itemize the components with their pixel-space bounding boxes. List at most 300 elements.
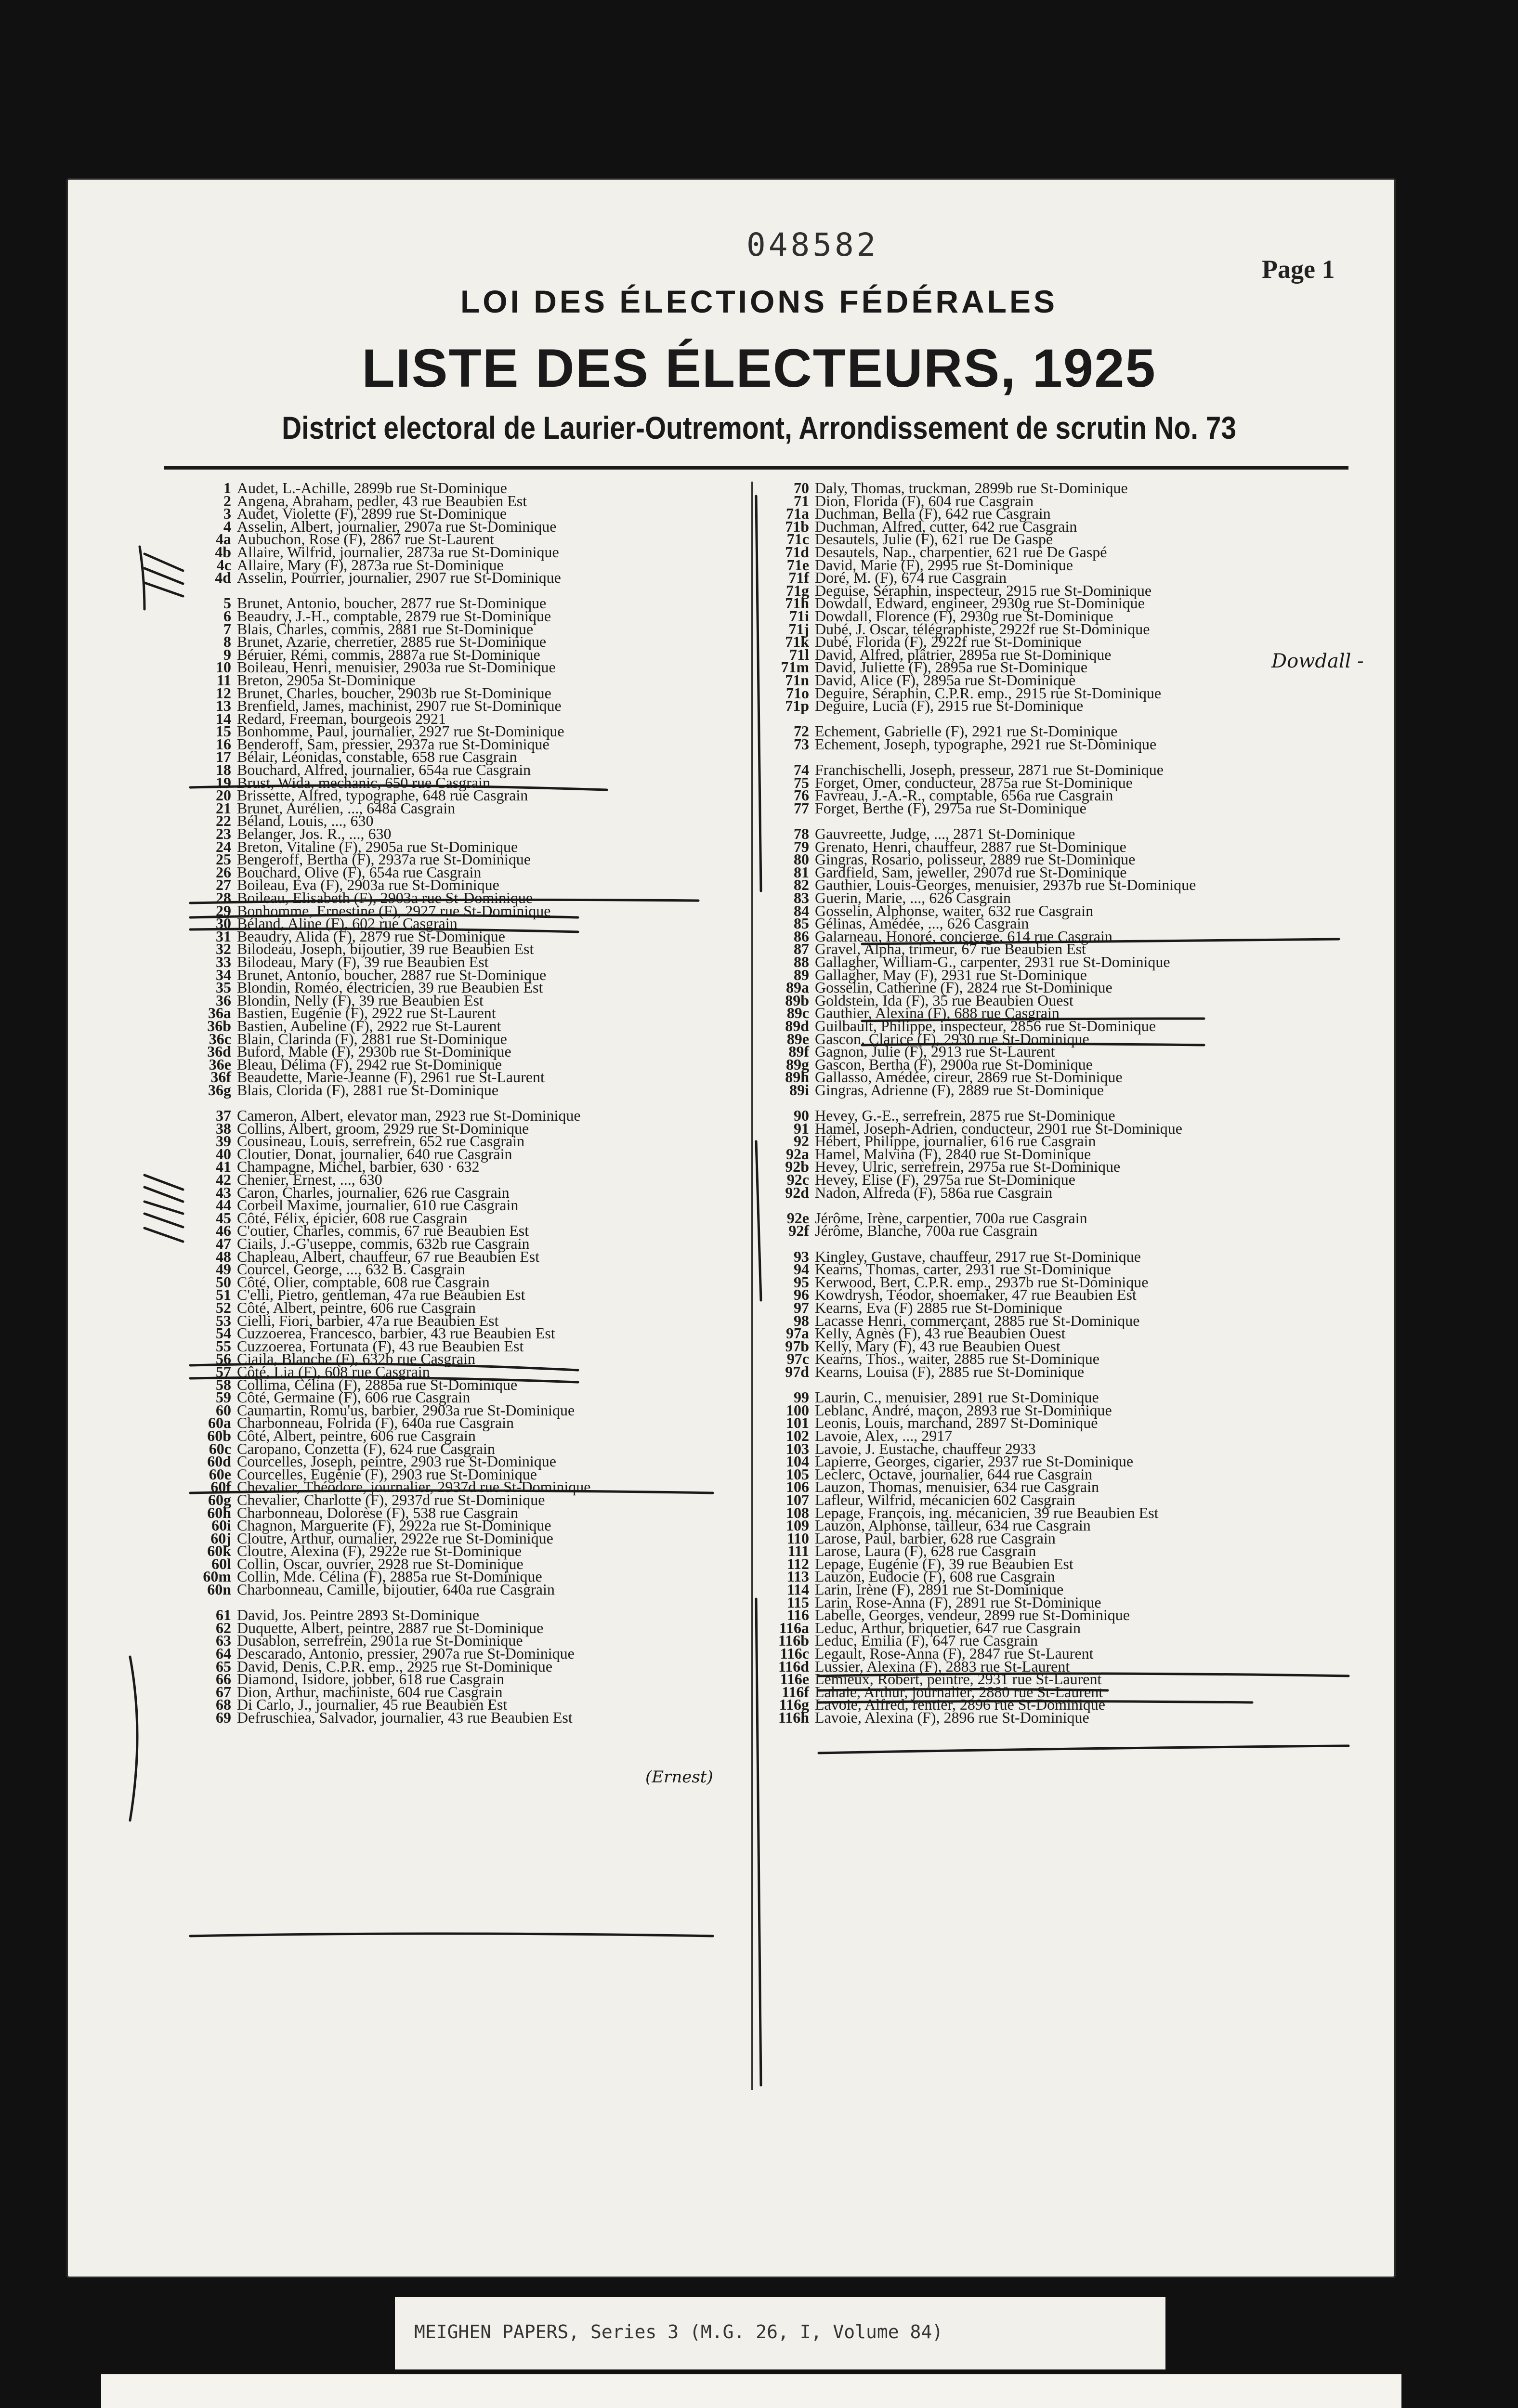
handwriting-line bbox=[190, 929, 578, 932]
elector-number: 67 bbox=[216, 1683, 231, 1701]
tick-mark bbox=[144, 1202, 183, 1214]
elector-details: Lapierre, Georges, cigarier, 2937 rue St-Dominique bbox=[815, 1453, 1134, 1470]
elector-details: Breton, Vitaline (F), 2905a rue St-Dominique bbox=[237, 838, 518, 855]
elector-details: Angena, Abraham, pedler, 43 rue Beaubien Est bbox=[237, 492, 527, 510]
elector-number: 15 bbox=[216, 722, 231, 740]
elector-number: 1 bbox=[223, 479, 231, 497]
elector-details: Brunet, Antonio, boucher, 2877 rue St-Dominique bbox=[237, 594, 547, 612]
elector-number: 92e bbox=[786, 1209, 809, 1227]
elector-details: Duchman, Alfred, cutter, 642 rue Casgrain bbox=[815, 517, 1077, 535]
elector-details: Di Carlo, J., journalier, 45 rue Beaubien Est bbox=[237, 1696, 508, 1714]
elector-details: Chenier, Ernest, ..., 630 bbox=[237, 1171, 382, 1189]
elector-number: 70 bbox=[794, 479, 809, 497]
elector-details: Béland, Aline (F), 602 rue Casgrain bbox=[237, 915, 458, 932]
elector-number: 62 bbox=[216, 1619, 231, 1636]
elector-details: Hevey, Ulric, serrefrein, 2975a rue St-Dominique bbox=[815, 1158, 1121, 1176]
elector-number: 71f bbox=[788, 569, 809, 587]
margin-line bbox=[756, 496, 761, 891]
elector-number: 97 bbox=[794, 1299, 809, 1316]
elector-number: 116c bbox=[780, 1645, 809, 1662]
elector-number: 84 bbox=[794, 902, 809, 919]
elector-number: 92a bbox=[786, 1145, 809, 1163]
elector-details: Côté, Félix, épicier, 608 rue Casgrain bbox=[237, 1209, 468, 1227]
page-number: Page 1 bbox=[1262, 255, 1335, 284]
elector-number: 56 bbox=[216, 1350, 231, 1368]
elector-details: David, Marie (F), 2995 rue St-Dominique bbox=[815, 556, 1073, 574]
elector-details: Blais, Charles, commis, 2881 rue St-Dominique bbox=[237, 620, 534, 638]
elector-number: 39 bbox=[216, 1132, 231, 1150]
elector-number: 33 bbox=[216, 953, 231, 970]
margin-line bbox=[756, 1599, 761, 2085]
margin-note-dowdall: Dowdall - bbox=[1271, 650, 1364, 672]
elector-number: 55 bbox=[216, 1337, 231, 1355]
elector-number: 92f bbox=[788, 1222, 809, 1240]
elector-number: 31 bbox=[216, 927, 231, 945]
elector-number: 45 bbox=[216, 1209, 231, 1227]
margin-line bbox=[756, 1141, 761, 1300]
elector-details: Béland, Louis, ..., 630 bbox=[237, 812, 374, 830]
elector-details: Bastien, Aubeline (F), 2922 rue St-Laurent bbox=[237, 1017, 501, 1034]
document-title-list: LISTE DES ÉLECTEURS, 1925 bbox=[362, 338, 1156, 398]
elector-number: 60g bbox=[208, 1491, 231, 1508]
elector-details: Hébert, Philippe, journalier, 616 rue Casgrain bbox=[815, 1132, 1096, 1150]
elector-details: Cuzzoerea, Fortunata (F), 43 rue Beaubien Est bbox=[237, 1337, 524, 1355]
elector-number: 60a bbox=[208, 1414, 231, 1432]
elector-details: Hamel, Malvina (F), 2840 rue St-Dominique bbox=[815, 1145, 1091, 1163]
elector-details: Blain, Clarinda (F), 2881 rue St-Dominique bbox=[237, 1030, 507, 1047]
elector-number: 58 bbox=[216, 1375, 231, 1393]
handwriting-line bbox=[190, 1491, 713, 1493]
elector-details: Gagnon, Julie (F), 2913 rue St-Laurent bbox=[815, 1043, 1055, 1060]
elector-details: Cloutre, Alexina (F), 2922e rue St-Dominique bbox=[237, 1542, 522, 1560]
elector-details: Lepage, Eugénie (F), 39 rue Beaubien Est bbox=[815, 1555, 1073, 1572]
elector-details: Diamond, Isidore, jobber, 618 rue Casgrain bbox=[237, 1670, 505, 1688]
elector-details: Galarneau, Honoré, concierge, 614 rue Casgrain bbox=[815, 927, 1112, 945]
elector-details: Chagnon, Marguerite (F), 2922a rue St-Dominique bbox=[237, 1517, 551, 1534]
elector-details: Bélair, Léonidas, constable, 658 rue Casgrain bbox=[237, 748, 517, 766]
elector-number: 66 bbox=[216, 1670, 231, 1688]
elector-details: Cloutier, Donat, journalier, 640 rue Casgrain bbox=[237, 1145, 512, 1163]
elector-number: 60h bbox=[207, 1504, 231, 1521]
elector-number: 36f bbox=[210, 1068, 231, 1086]
elector-details: Lavoie, Alexina (F), 2896 rue St-Dominique bbox=[815, 1709, 1089, 1726]
elector-number: 71h bbox=[785, 594, 809, 612]
elector-details: Deguire, Séraphin, C.P.R. emp., 2915 rue St-Dominique bbox=[815, 684, 1162, 702]
elector-details: Lafleur, Wilfrid, mécanicien 602 Casgrain bbox=[815, 1491, 1075, 1508]
elector-number: 92c bbox=[786, 1171, 809, 1189]
elector-details: Aubuchon, Rose (F), 2867 rue St-Laurent bbox=[237, 530, 495, 548]
tick-mark bbox=[144, 583, 183, 596]
elector-number: 103 bbox=[786, 1440, 809, 1457]
elector-details: Larin, Irène (F), 2891 rue St-Dominique bbox=[815, 1581, 1064, 1598]
elector-number: 30 bbox=[216, 915, 231, 932]
elector-details: Caropano, Conzetta (F), 624 rue Casgrain bbox=[237, 1440, 495, 1457]
elector-details: Kingley, Gustave, chauffeur, 2917 rue St-Dominique bbox=[815, 1247, 1141, 1265]
elector-number: 36b bbox=[207, 1017, 231, 1034]
elector-details: Collins, Albert, groom, 2929 rue St-Dominique bbox=[237, 1119, 529, 1137]
elector-details: Bouchard, Olive (F), 654a rue Casgrain bbox=[237, 863, 482, 881]
elector-details: Cloutre, Arthur, ournalier, 2922e rue St-Dominique bbox=[237, 1529, 553, 1547]
elector-details: Gauthier, Alexina (F), 688 rue Casgrain bbox=[815, 1004, 1060, 1022]
elector-number: 86 bbox=[794, 927, 809, 945]
elector-number: 60b bbox=[207, 1426, 231, 1444]
elector-number: 116d bbox=[778, 1657, 809, 1675]
elector-number: 82 bbox=[794, 876, 809, 894]
elector-number: 116e bbox=[780, 1670, 809, 1688]
elector-details: Gallagher, May (F), 2931 rue St-Dominique bbox=[815, 966, 1087, 983]
elector-number: 60j bbox=[210, 1529, 231, 1547]
elector-details: Lauzon, Alphonse, tailleur, 634 rue Casgrain bbox=[815, 1517, 1091, 1534]
elector-details: David, Alice (F), 2895a rue St-Dominique bbox=[815, 671, 1076, 689]
elector-details: Beaudry, Alida (F), 2879 rue St-Dominique bbox=[237, 927, 505, 945]
elector-number: 116g bbox=[779, 1696, 809, 1714]
elector-details: Kearns, Louisa (F), 2885 rue St-Dominique bbox=[815, 1362, 1085, 1380]
elector-details: Cameron, Albert, elevator man, 2923 rue St-Dominique bbox=[237, 1107, 581, 1125]
elector-number: 19 bbox=[216, 773, 231, 791]
elector-details: Leonis, Louis, marchand, 2897 St-Dominique bbox=[815, 1414, 1098, 1432]
elector-number: 78 bbox=[794, 825, 809, 843]
elector-details: Gallasso, Amédée, cireur, 2869 rue St-Dominique bbox=[815, 1068, 1123, 1086]
elector-details: Deguise, Séraphin, inspecteur, 2915 rue St-Dominique bbox=[815, 581, 1152, 599]
elector-number: 64 bbox=[216, 1645, 231, 1662]
elector-number: 89b bbox=[785, 991, 809, 1009]
elector-details: Ciails, J.-G'useppe, commis, 632b rue Casgrain bbox=[237, 1235, 530, 1253]
elector-details: Brunet, Antonio, boucher, 2887 rue St-Dominique bbox=[237, 966, 547, 983]
elector-details: Jérôme, Irène, carpentier, 700a rue Casgrain bbox=[815, 1209, 1087, 1227]
elector-number: 60e bbox=[209, 1465, 231, 1483]
tick-mark bbox=[144, 1175, 183, 1190]
elector-details: Gallagher, William-G., carpenter, 2931 rue St-Dominique bbox=[815, 953, 1170, 970]
handwriting-line bbox=[819, 1689, 1108, 1691]
elector-details: Redard, Freeman, bourgeois 2921 bbox=[237, 709, 446, 727]
elector-details: Audet, L.-Achille, 2899b rue St-Dominique bbox=[237, 479, 507, 497]
elector-number: 112 bbox=[786, 1555, 809, 1572]
elector-number: 97a bbox=[786, 1324, 809, 1342]
elector-details: Labelle, Georges, vendeur, 2899 rue St-Dominique bbox=[815, 1606, 1130, 1624]
elector-details: Kerwood, Bert, C.P.R. emp., 2937b rue St-Dominique bbox=[815, 1273, 1149, 1291]
elector-number: 48 bbox=[216, 1247, 231, 1265]
elector-number: 116 bbox=[786, 1606, 809, 1624]
elector-details: Defruschiea, Salvador, journalier, 43 rue Beaubien Est bbox=[237, 1709, 573, 1726]
elector-details: Buford, Mable (F), 2930b rue St-Dominique bbox=[237, 1043, 511, 1060]
elector-number: 41 bbox=[216, 1158, 231, 1176]
elector-number: 10 bbox=[216, 658, 231, 676]
elector-details: Kearns, Eva (F) 2885 rue St-Dominique bbox=[815, 1299, 1062, 1316]
elector-details: Asselin, Albert, journalier, 2907a rue St-Dominique bbox=[237, 517, 557, 535]
elector-details: Asselin, Pourrier, journalier, 2907 rue St-Dominique bbox=[237, 569, 561, 587]
elector-details: Kowdrysh, Téodor, shoemaker, 47 rue Beaubien Est bbox=[815, 1286, 1137, 1304]
elector-number: 21 bbox=[216, 799, 231, 817]
elector-details: Nadon, Alfreda (F), 586a rue Casgrain bbox=[815, 1183, 1053, 1201]
elector-number: 104 bbox=[786, 1453, 809, 1470]
elector-number: 42 bbox=[216, 1171, 231, 1189]
elector-number: 60d bbox=[207, 1453, 231, 1470]
elector-number: 60i bbox=[211, 1517, 231, 1534]
elector-number: 13 bbox=[216, 697, 231, 715]
elector-details: Côté, Lia (F), 608 rue Casgrain bbox=[237, 1362, 430, 1380]
elector-details: Hevey, G.-E., serrefrein, 2875 rue St-Dominique bbox=[815, 1107, 1115, 1125]
elector-number: 20 bbox=[216, 786, 231, 804]
elector-number: 60 bbox=[216, 1401, 231, 1419]
elector-details: Descarado, Antonio, pressier, 2907a rue St-Dominique bbox=[237, 1645, 575, 1662]
elector-details: Daly, Thomas, truckman, 2899b rue St-Dominique bbox=[815, 479, 1128, 497]
elector-number: 34 bbox=[216, 966, 231, 983]
elector-details: Bastien, Eugénie (F), 2922 rue St-Laurent bbox=[237, 1004, 496, 1022]
elector-details: Lauzon, Thomas, menuisier, 634 rue Casgrain bbox=[815, 1478, 1099, 1496]
elector-number: 106 bbox=[786, 1478, 809, 1496]
elector-details: Hamel, Joseph-Adrien, conducteur, 2901 rue St-Dominique bbox=[815, 1119, 1182, 1137]
elector-number: 98 bbox=[794, 1311, 809, 1329]
elector-details: Gingras, Adrienne (F), 2889 rue St-Dominique bbox=[815, 1081, 1104, 1099]
elector-number: 89 bbox=[794, 966, 809, 983]
elector-details: Blais, Clorida (F), 2881 rue St-Dominique bbox=[237, 1081, 499, 1099]
elector-details: Lavoie, Alfred, rentier, 2896 rue St-Dominique bbox=[815, 1696, 1105, 1714]
elector-number: 71c bbox=[786, 530, 809, 548]
elector-number: 60c bbox=[209, 1440, 231, 1457]
elector-details: Deguire, Lucia (F), 2915 rue St-Dominique bbox=[815, 697, 1084, 715]
elector-details: Favreau, J.-A.-R., comptable, 656a rue Casgrain bbox=[815, 786, 1113, 804]
elector-details: Franchischelli, Joseph, presseur, 2871 rue St-Dominique bbox=[815, 761, 1164, 779]
elector-details: Kelly, Agnès (F), 43 rue Beaubien Ouest bbox=[815, 1324, 1066, 1342]
elector-details: Lacasse Henri, commerçant, 2885 rue St-Dominique bbox=[815, 1311, 1140, 1329]
elector-number: 71a bbox=[786, 505, 809, 523]
elector-number: 4c bbox=[216, 556, 231, 574]
elector-details: Gauthier, Louis-Georges, menuisier, 2937b rue St-Dominique bbox=[815, 876, 1196, 894]
elector-number: 111 bbox=[787, 1542, 809, 1560]
handwriting-line bbox=[862, 1044, 1204, 1046]
elector-number: 32 bbox=[216, 940, 231, 958]
elector-number: 43 bbox=[216, 1183, 231, 1201]
elector-details: Gosselin, Alphonse, waiter, 632 rue Casgrain bbox=[815, 902, 1094, 919]
elector-number: 89g bbox=[786, 1055, 809, 1073]
elector-details: Dubé, J. Oscar, télégraphiste, 2922f rue St-Dominique bbox=[815, 620, 1150, 638]
handwriting-line bbox=[862, 939, 1339, 944]
tick-mark bbox=[144, 1228, 183, 1242]
elector-number: 90 bbox=[794, 1107, 809, 1125]
elector-number: 60m bbox=[203, 1568, 231, 1585]
elector-number: 101 bbox=[786, 1414, 809, 1432]
elector-details: Laurin, C., menuisier, 2891 rue St-Dominique bbox=[815, 1388, 1099, 1406]
handwriting-line bbox=[190, 900, 698, 903]
elector-details: Dowdall, Florence (F), 2930g rue St-Dominique bbox=[815, 607, 1113, 625]
elector-number: 71g bbox=[786, 581, 809, 599]
elector-number: 94 bbox=[794, 1260, 809, 1278]
elector-details: C'elli, Pietro, gentleman, 47a rue Beaubien Est bbox=[237, 1286, 525, 1304]
elector-number: 95 bbox=[794, 1273, 809, 1291]
elector-details: Brunet, Charles, boucher, 2903b rue St-Dominique bbox=[237, 684, 551, 702]
elector-details: Audet, Violette (F), 2899 rue St-Dominique bbox=[237, 505, 507, 523]
elector-number: 89d bbox=[785, 1017, 809, 1034]
elector-number: 92 bbox=[794, 1132, 809, 1150]
elector-number: 8 bbox=[223, 633, 231, 651]
elector-details: Boileau, Henri, menuisier, 2903a rue St-Dominique bbox=[237, 658, 556, 676]
elector-number: 75 bbox=[794, 773, 809, 791]
archive-label-strip bbox=[395, 2297, 1165, 2369]
elector-number: 59 bbox=[216, 1388, 231, 1406]
elector-details: Boileau, Eva (F), 2903a rue St-Dominique bbox=[237, 876, 499, 894]
elector-number: 71l bbox=[789, 645, 809, 663]
elector-details: Dowdall, Edward, engineer, 2930g rue St-Dominique bbox=[815, 594, 1145, 612]
elector-details: Guilbault, Philippe, inspecteur, 2856 rue St-Dominique bbox=[815, 1017, 1156, 1034]
series-label: MEIGHEN PAPERS, Series 3 (M.G. 26, I, Volume 84) bbox=[414, 2321, 943, 2343]
elector-number: 80 bbox=[794, 851, 809, 868]
archive-stamp-number: 048582 bbox=[746, 226, 879, 263]
elector-details: Beaudette, Marie-Jeanne (F), 2961 rue St-Laurent bbox=[237, 1068, 545, 1086]
elector-details: Lussier, Alexina (F), 2883 rue St-Laurent bbox=[815, 1657, 1070, 1675]
elector-number: 92b bbox=[785, 1158, 809, 1176]
elector-number: 72 bbox=[794, 722, 809, 740]
elector-number: 52 bbox=[216, 1299, 231, 1316]
elector-number: 102 bbox=[786, 1426, 809, 1444]
elector-number: 69 bbox=[216, 1709, 231, 1726]
elector-number: 60f bbox=[210, 1478, 231, 1496]
elector-details: Caumartin, Romu'us, barbier, 2903a rue St-Dominique bbox=[237, 1401, 575, 1419]
elector-number: 71d bbox=[785, 543, 809, 561]
elector-number: 108 bbox=[786, 1504, 809, 1521]
elector-number: 116f bbox=[782, 1683, 809, 1701]
elector-details: Larose, Paul, barbier, 628 rue Casgrain bbox=[815, 1529, 1056, 1547]
handwriting-line bbox=[819, 1674, 1348, 1676]
elector-details: Boileau, Elisabeth (F), 2903a rue St-Dominique bbox=[237, 889, 533, 906]
elector-details: Legault, Rose-Anna (F), 2847 rue St-Laurent bbox=[815, 1645, 1094, 1662]
elector-number: 114 bbox=[786, 1581, 809, 1598]
elector-details: Desautels, Nap., charpentier, 621 rue De Gaspé bbox=[815, 543, 1107, 561]
elector-details: Doré, M. (F), 674 rue Casgrain bbox=[815, 569, 1007, 587]
elector-number: 97c bbox=[786, 1350, 809, 1368]
elector-details: Côté, Germaine (F), 606 rue Casgrain bbox=[237, 1388, 471, 1406]
elector-number: 40 bbox=[216, 1145, 231, 1163]
elector-details: Dusablon, serrefrein, 2901a rue St-Dominique bbox=[237, 1632, 523, 1649]
handwriting-line bbox=[190, 1377, 578, 1382]
bracket-mark bbox=[140, 547, 144, 609]
elector-details: Gauvreette, Judge, ..., 2871 St-Dominique bbox=[815, 825, 1075, 843]
elector-details: Gardfield, Sam, jeweller, 2907d rue St-Dominique bbox=[815, 863, 1127, 881]
elector-number: 74 bbox=[794, 761, 809, 779]
document-title-law: LOI DES ÉLECTIONS FÉDÉRALES bbox=[460, 284, 1058, 319]
elector-details: Cuzzoerea, Francesco, barbier, 43 rue Beaubien Est bbox=[237, 1324, 555, 1342]
elector-details: Lavoie, J. Eustache, chauffeur 2933 bbox=[815, 1440, 1036, 1457]
elector-details: Collin, Oscar, ouvrier, 2928 rue St-Dominique bbox=[237, 1555, 523, 1572]
elector-number: 46 bbox=[216, 1222, 231, 1240]
elector-number: 93 bbox=[794, 1247, 809, 1265]
elector-details: Dion, Arthur, machiniste, 604 rue Casgrain bbox=[237, 1683, 503, 1701]
elector-number: 6 bbox=[223, 607, 231, 625]
elector-number: 73 bbox=[794, 735, 809, 753]
elector-details: Duquette, Albert, peintre, 2887 rue St-Dominique bbox=[237, 1619, 544, 1636]
elector-number: 23 bbox=[216, 825, 231, 843]
elector-details: Breton, 2905a St-Dominique bbox=[237, 671, 416, 689]
elector-number: 115 bbox=[786, 1593, 809, 1611]
elector-details: Lauzon, Eudocie (F), 608 rue Casgrain bbox=[815, 1568, 1055, 1585]
elector-details: Blondin, Nelly (F), 39 rue Beaubien Est bbox=[237, 991, 484, 1009]
elector-details: David, Alfred, plâtrier, 2895a rue St-Dominique bbox=[815, 645, 1112, 663]
elector-details: Bleau, Délima (F), 2942 rue St-Dominique bbox=[237, 1055, 502, 1073]
elector-details: Guerin, Marie, ..., 626 Casgrain bbox=[815, 889, 1011, 906]
elector-number: 60k bbox=[207, 1542, 231, 1560]
elector-details: Bilodeau, Joseph, bijoutier, 39 rue Beaubien Est bbox=[237, 940, 534, 958]
elector-details: Corbeil Maxime, journalier, 610 rue Casgrain bbox=[237, 1196, 519, 1214]
elector-details: Brissette, Alfred, typographe, 648 rue Casgrain bbox=[237, 786, 528, 804]
elector-details: Kearns, Thomas, carter, 2931 rue St-Dominique bbox=[815, 1260, 1111, 1278]
elector-details: Echement, Joseph, typographe, 2921 rue St-Dominique bbox=[815, 735, 1157, 753]
elector-number: 83 bbox=[794, 889, 809, 906]
elector-details: Dubé, Florida (F), 2922f rue St-Dominique bbox=[815, 633, 1082, 651]
elector-number: 60l bbox=[211, 1555, 231, 1572]
elector-number: 85 bbox=[794, 915, 809, 932]
elector-details: Allaire, Wilfrid, journalier, 2873a rue St-Dominique bbox=[237, 543, 559, 561]
elector-number: 79 bbox=[794, 838, 809, 855]
elector-details: Courcelles, Eugénie (F), 2903 rue St-Dominique bbox=[237, 1465, 537, 1483]
elector-details: Lemieux, Robert, peintre, 2931 rue St-Laurent bbox=[815, 1670, 1102, 1688]
elector-number: 18 bbox=[216, 761, 231, 779]
elector-number: 89c bbox=[786, 1004, 809, 1022]
elector-number: 116h bbox=[778, 1709, 809, 1726]
elector-number: 36 bbox=[216, 991, 231, 1009]
elector-details: Gravel, Alpha, trimeur, 67 rue Beaubien Est bbox=[815, 940, 1086, 958]
elector-details: Kearns, Thos., waiter, 2885 rue St-Dominique bbox=[815, 1350, 1099, 1368]
elector-number: 36a bbox=[208, 1004, 231, 1022]
elector-details: C'outier, Charles, commis, 67 rue Beaubien Est bbox=[237, 1222, 529, 1240]
elector-number: 4b bbox=[215, 543, 231, 561]
elector-number: 113 bbox=[786, 1568, 809, 1585]
elector-details: Charbonneau, Folrida (F), 640a rue Casgrain bbox=[237, 1414, 514, 1432]
elector-number: 2 bbox=[223, 492, 231, 510]
elector-details: Caron, Charles, journalier, 626 rue Casgrain bbox=[237, 1183, 510, 1201]
elector-number: 16 bbox=[216, 735, 231, 753]
elector-details: Côté, Albert, peintre, 606 rue Casgrain bbox=[237, 1426, 476, 1444]
tick-mark bbox=[144, 568, 183, 584]
elector-number: 71p bbox=[785, 697, 809, 715]
elector-number: 29 bbox=[216, 902, 231, 919]
elector-number: 47 bbox=[216, 1235, 231, 1253]
elector-number: 105 bbox=[786, 1465, 809, 1483]
elector-number: 4d bbox=[215, 569, 231, 587]
elector-details: David, Jos. Peintre 2893 St-Dominique bbox=[237, 1606, 480, 1624]
elector-number: 81 bbox=[794, 863, 809, 881]
elector-number: 49 bbox=[216, 1260, 231, 1278]
elector-number: 36d bbox=[207, 1043, 231, 1060]
handwriting-line bbox=[190, 1364, 578, 1370]
elector-details: Bonhomme, Ernestine (F), 2927 rue St-Dominique bbox=[237, 902, 551, 919]
tick-mark bbox=[144, 1187, 183, 1202]
elector-details: Cielli, Fiori, barbier, 47a rue Beaubien Est bbox=[237, 1311, 499, 1329]
elector-details: Belanger, Jos. R., ..., 630 bbox=[237, 825, 392, 843]
elector-number: 5 bbox=[223, 594, 231, 612]
elector-number: 109 bbox=[786, 1517, 809, 1534]
elector-details: Hevey, Elise (F), 2975a rue St-Dominique bbox=[815, 1171, 1075, 1189]
elector-number: 107 bbox=[786, 1491, 809, 1508]
handwriting-line bbox=[190, 1934, 713, 1936]
elector-number: 89i bbox=[789, 1081, 809, 1099]
elector-number: 25 bbox=[216, 851, 231, 868]
elector-details: Blondin, Roméo, électricien, 39 rue Beaubien Est bbox=[237, 979, 543, 996]
elector-details: Leduc, Emilia (F), 647 rue Casgrain bbox=[815, 1632, 1038, 1649]
elector-number: 14 bbox=[216, 709, 231, 727]
elector-number: 36e bbox=[209, 1055, 231, 1073]
elector-number: 91 bbox=[794, 1119, 809, 1137]
elector-details: Brunet, Aurélien, ..., 648a Casgrain bbox=[237, 799, 456, 817]
elector-number: 97b bbox=[785, 1337, 809, 1355]
elector-number: 22 bbox=[216, 812, 231, 830]
margin-note-ernest: (Ernest) bbox=[645, 1767, 713, 1787]
elector-number: 27 bbox=[216, 876, 231, 894]
document-subtitle-district: District electoral de Laurier-Outremont, Arrondissement de scrutin No. 73 bbox=[282, 410, 1236, 445]
elector-details: Grenato, Henri, chauffeur, 2887 rue St-Dominique bbox=[815, 838, 1126, 855]
elector-details: David, Denis, C.P.R. emp., 2925 rue St-Dominique bbox=[237, 1657, 553, 1675]
elector-number: 44 bbox=[216, 1196, 231, 1214]
elector-details: Collin, Mde. Célina (F), 2885a rue St-Dominique bbox=[237, 1568, 542, 1585]
elector-number: 89a bbox=[786, 979, 809, 996]
